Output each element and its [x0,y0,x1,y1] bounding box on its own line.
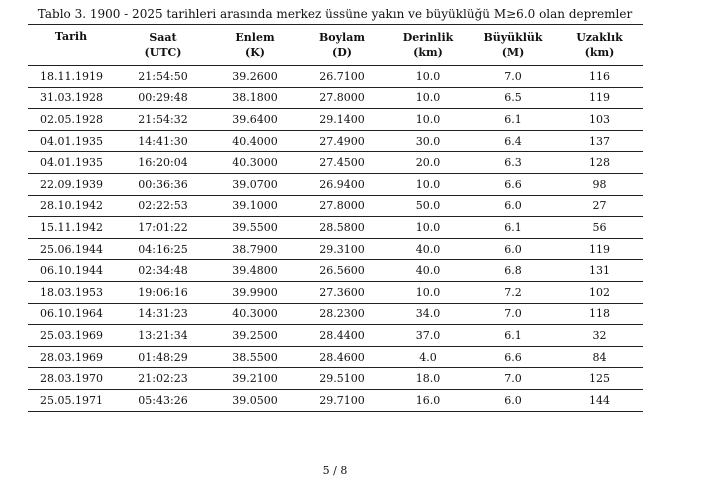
depth-cell: 10.0 [386,109,470,131]
depth-cell: 50.0 [386,195,470,217]
table-row [28,173,643,195]
date-cell: 28.03.1969 [28,346,114,368]
latitude-cell: 38.1800 [212,87,298,109]
longitude-cell: 27.4900 [298,130,386,152]
depth-cell: 34.0 [386,303,470,325]
depth-cell: 40.0 [386,260,470,282]
longitude-cell: 29.7100 [298,389,386,411]
magnitude-cell: 6.0 [470,389,556,411]
time-cell: 02:34:48 [114,260,212,282]
magnitude-cell: 6.0 [470,195,556,217]
latitude-cell: 38.7900 [212,238,298,260]
time-cell: 02:22:53 [114,195,212,217]
depth-cell: 30.0 [386,130,470,152]
table-row [28,66,643,88]
longitude-cell: 28.5800 [298,217,386,239]
date-cell: 04.01.1935 [28,152,114,174]
earthquake-table [28,24,643,412]
depth-cell: 4.0 [386,346,470,368]
latitude-cell: 40.3000 [212,152,298,174]
latitude-cell: 39.2100 [212,368,298,390]
column-header-depth: Derinlik (km) [386,25,470,66]
table-row [28,87,643,109]
time-cell: 00:36:36 [114,173,212,195]
magnitude-cell: 7.0 [470,66,556,88]
depth-cell: 40.0 [386,238,470,260]
longitude-cell: 29.3100 [298,238,386,260]
magnitude-cell: 6.0 [470,238,556,260]
latitude-cell: 39.0500 [212,389,298,411]
depth-cell: 10.0 [386,281,470,303]
longitude-cell: 28.4400 [298,325,386,347]
magnitude-cell: 6.3 [470,152,556,174]
distance-cell: 125 [556,368,643,390]
date-cell: 04.01.1935 [28,130,114,152]
magnitude-cell: 6.1 [470,109,556,131]
latitude-cell: 39.5500 [212,217,298,239]
time-cell: 19:06:16 [114,281,212,303]
time-cell: 01:48:29 [114,346,212,368]
date-cell: 28.03.1970 [28,368,114,390]
distance-cell: 119 [556,87,643,109]
time-cell: 21:54:32 [114,109,212,131]
date-cell: 06.10.1964 [28,303,114,325]
latitude-cell: 40.3000 [212,303,298,325]
magnitude-cell: 7.0 [470,303,556,325]
date-cell: 22.09.1939 [28,173,114,195]
distance-cell: 116 [556,66,643,88]
time-cell: 04:16:25 [114,238,212,260]
longitude-cell: 29.5100 [298,368,386,390]
table-row [28,346,643,368]
latitude-cell: 39.9900 [212,281,298,303]
longitude-cell: 28.4600 [298,346,386,368]
date-cell: 31.03.1928 [28,87,114,109]
depth-cell: 20.0 [386,152,470,174]
table-row [28,281,643,303]
longitude-cell: 27.3600 [298,281,386,303]
longitude-cell: 28.2300 [298,303,386,325]
depth-cell: 10.0 [386,217,470,239]
date-cell: 25.03.1969 [28,325,114,347]
table-row [28,303,643,325]
column-header-date: Tarih [28,25,114,66]
time-cell: 14:31:23 [114,303,212,325]
column-header-longitude: Boylam (D) [298,25,386,66]
depth-cell: 10.0 [386,173,470,195]
column-header-latitude: Enlem (K) [212,25,298,66]
latitude-cell: 39.4800 [212,260,298,282]
date-cell: 18.03.1953 [28,281,114,303]
depth-cell: 10.0 [386,87,470,109]
time-cell: 16:20:04 [114,152,212,174]
magnitude-cell: 6.8 [470,260,556,282]
distance-cell: 98 [556,173,643,195]
time-cell: 14:41:30 [114,130,212,152]
latitude-cell: 38.5500 [212,346,298,368]
date-cell: 15.11.1942 [28,217,114,239]
distance-cell: 27 [556,195,643,217]
date-cell: 28.10.1942 [28,195,114,217]
distance-cell: 131 [556,260,643,282]
time-cell: 21:54:50 [114,66,212,88]
longitude-cell: 27.4500 [298,152,386,174]
distance-cell: 102 [556,281,643,303]
longitude-cell: 29.1400 [298,109,386,131]
magnitude-cell: 6.1 [470,325,556,347]
distance-cell: 137 [556,130,643,152]
latitude-cell: 39.2500 [212,325,298,347]
time-cell: 00:29:48 [114,87,212,109]
magnitude-cell: 6.6 [470,346,556,368]
table-row [28,109,643,131]
column-header-magnitude: Büyüklük (M) [470,25,556,66]
table-row [28,260,643,282]
date-cell: 25.06.1944 [28,238,114,260]
distance-cell: 144 [556,389,643,411]
depth-cell: 16.0 [386,389,470,411]
latitude-cell: 40.4000 [212,130,298,152]
table-row [28,238,643,260]
depth-cell: 18.0 [386,368,470,390]
distance-cell: 32 [556,325,643,347]
longitude-cell: 27.8000 [298,195,386,217]
distance-cell: 128 [556,152,643,174]
time-cell: 17:01:22 [114,217,212,239]
distance-cell: 56 [556,217,643,239]
table-row [28,217,643,239]
latitude-cell: 39.1000 [212,195,298,217]
column-header-distance: Uzaklık (km) [556,25,643,66]
column-header-time: Saat (UTC) [114,25,212,66]
date-cell: 02.05.1928 [28,109,114,131]
longitude-cell: 26.5600 [298,260,386,282]
table-row [28,368,643,390]
distance-cell: 118 [556,303,643,325]
magnitude-cell: 6.5 [470,87,556,109]
table-header-row [28,25,643,66]
table-row [28,130,643,152]
depth-cell: 37.0 [386,325,470,347]
magnitude-cell: 7.0 [470,368,556,390]
date-cell: 18.11.1919 [28,66,114,88]
magnitude-cell: 7.2 [470,281,556,303]
page-number: 5 / 8 [322,464,348,477]
date-cell: 25.05.1971 [28,389,114,411]
table-row [28,195,643,217]
longitude-cell: 26.9400 [298,173,386,195]
longitude-cell: 27.8000 [298,87,386,109]
time-cell: 21:02:23 [114,368,212,390]
latitude-cell: 39.6400 [212,109,298,131]
date-cell: 06.10.1944 [28,260,114,282]
distance-cell: 103 [556,109,643,131]
table-body [28,66,643,412]
table-row [28,389,643,411]
depth-cell: 10.0 [386,66,470,88]
table-row [28,152,643,174]
latitude-cell: 39.2600 [212,66,298,88]
longitude-cell: 26.7100 [298,66,386,88]
magnitude-cell: 6.1 [470,217,556,239]
magnitude-cell: 6.4 [470,130,556,152]
time-cell: 13:21:34 [114,325,212,347]
time-cell: 05:43:26 [114,389,212,411]
distance-cell: 119 [556,238,643,260]
distance-cell: 84 [556,346,643,368]
latitude-cell: 39.0700 [212,173,298,195]
table-row [28,325,643,347]
magnitude-cell: 6.6 [470,173,556,195]
table-caption: Tablo 3. 1900 - 2025 tarihleri arasında merkez üssüne yakın ve büyüklüğü M≥6.0 olan depremler [37,7,633,21]
